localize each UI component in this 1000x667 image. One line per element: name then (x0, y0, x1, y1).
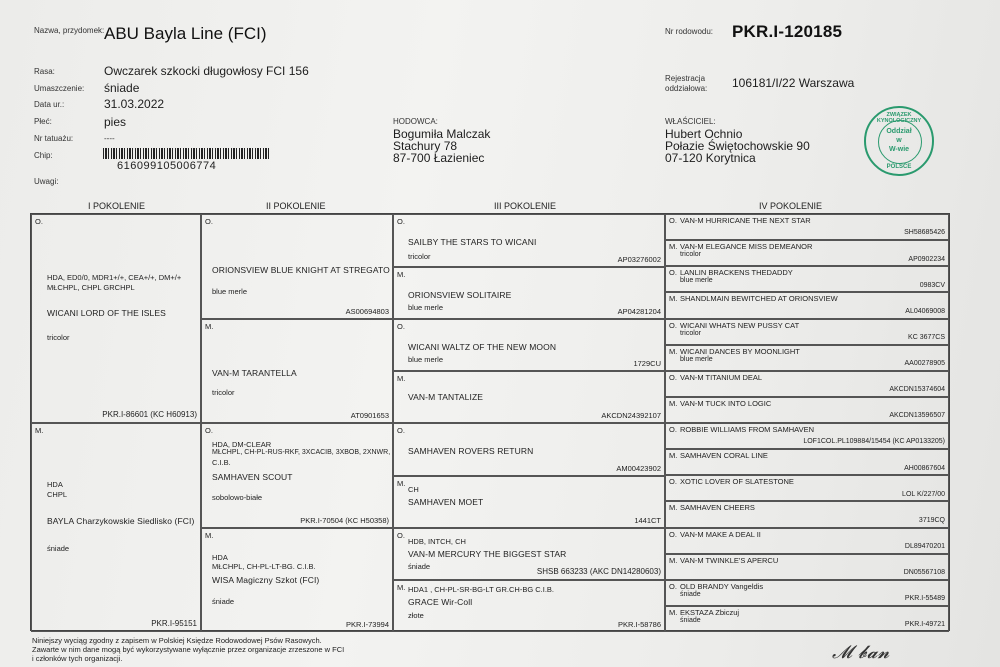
dog-color: blue merle (680, 355, 713, 363)
stamp-bottom-text: POLSCE (886, 164, 912, 170)
dog-name: WICANI WHATS NEW PUSSY CAT (680, 320, 800, 330)
reg-number: PKR.I-95151 (151, 619, 197, 628)
gen4-1 (665, 240, 949, 266)
titles: MŁCHPL, CH-PL-LT-BG. C.I.B. (212, 562, 316, 571)
owner-label: WŁAŚCICIEL: (665, 117, 716, 126)
sex-mark: O. (669, 320, 677, 330)
reg-number: KC 3677CS (908, 333, 945, 341)
gen3-4 (393, 423, 665, 476)
sex-mark: M. (205, 322, 214, 331)
reg-no-value: PKR.I-120185 (732, 22, 843, 41)
sex-mark: M. (669, 398, 678, 408)
reg-number: AL04069008 (905, 307, 945, 315)
sex-mark: M. (669, 451, 678, 461)
branch-reg-label-1: Rejestracja (665, 74, 706, 83)
footer-line-3: i członków tych organizacji. (32, 654, 123, 663)
reg-number: AS00694803 (345, 306, 389, 316)
titles: HDA (47, 480, 63, 489)
reg-number: AP04281204 (617, 306, 661, 316)
gen4-6 (665, 371, 949, 397)
gen-header-4: IV POKOLENIE (759, 201, 823, 211)
sex-mark: O. (669, 425, 677, 434)
color-label: Umaszczenie: (34, 84, 85, 93)
dog-name: ABU Bayla Line (FCI) (104, 24, 267, 43)
dog-name: SAMHAVEN MOET (408, 497, 484, 507)
sex-mark: O. (397, 217, 405, 226)
reg-number: SH58685426 (904, 229, 945, 237)
dog-color: śniade (408, 562, 431, 571)
reg-number: SHSB 663233 (AKC DN14280603) (536, 567, 661, 576)
dog-name: SAMHAVEN ROVERS RETURN (408, 446, 534, 456)
footer-line-1: Niniejszy wyciąg zgodny z zapisem w Polskiej Księdze Rodowodowej Psów Rasowych. (32, 636, 322, 645)
kennel-club-stamp (864, 106, 934, 176)
chip-barcode (103, 148, 271, 159)
dog-name: OLD BRANDY Vangeldis (680, 581, 764, 591)
gen4-3 (665, 292, 949, 318)
titles: HDA, DM-CLEAR (212, 440, 272, 449)
reg-number: AT0901653 (350, 410, 389, 420)
gen4-13 (665, 554, 949, 580)
reg-number: 3719CQ (918, 516, 945, 524)
sex-mark: M. (669, 555, 678, 565)
tattoo-value: ---- (104, 134, 115, 143)
reg-number: PKR.I-55489 (904, 595, 945, 603)
dog-color: tricolor (408, 252, 431, 261)
sex-mark: O. (205, 217, 213, 226)
sex-mark: O. (205, 426, 213, 435)
pedigree-table (30, 213, 950, 631)
dog-color: sobolowo-białe (212, 493, 263, 502)
titles: HDA (212, 553, 228, 562)
dog-name: BAYLA Charzykowskie Siedlisko (FCI) (47, 516, 195, 526)
gen2-0 (201, 214, 393, 319)
chip-value: 616099105006774 (117, 160, 217, 172)
dog-name: VAN-M TUCK INTO LOGIC (680, 398, 772, 408)
gen4-9 (665, 449, 949, 475)
gen1-dam (31, 423, 201, 632)
remarks-label: Uwagi: (34, 177, 59, 186)
gen4-5 (665, 345, 949, 371)
dog-color: śniade (680, 616, 701, 624)
dog-color: blue merle (408, 303, 444, 312)
dog-name: VAN-M TANTALIZE (408, 392, 484, 402)
dog-color: tricolor (212, 388, 235, 397)
dog-color: śniade (212, 597, 235, 606)
reg-number: AP0902234 (908, 255, 945, 263)
dog-name: WICANI DANCES BY MOONLIGHT (680, 346, 800, 356)
dog-name: GRACE Wir-Coll (408, 597, 473, 607)
reg-number: 0983CV (919, 281, 945, 289)
gen3-3 (393, 371, 665, 423)
gen3-0 (393, 214, 665, 267)
breed-label: Rasa: (34, 67, 55, 76)
tattoo-label: Nr tatuażu: (34, 134, 74, 143)
name-label: Nazwa, przydomek: (34, 26, 105, 35)
dob-value: 31.03.2022 (104, 97, 165, 111)
dog-name: ORIONSVIEW SOLITAIRE (408, 290, 512, 300)
gen-header-3: III POKOLENIE (494, 201, 557, 211)
breeder-label: HODOWCA: (393, 117, 438, 126)
dog-name: VAN-M MERCURY THE BIGGEST STAR (408, 549, 567, 559)
gen3-5 (393, 476, 665, 528)
sex-value: pies (104, 115, 127, 129)
sex-mark: M. (669, 607, 678, 617)
dog-color: tricolor (680, 329, 702, 337)
reg-no-label: Nr rodowodu: (665, 27, 714, 36)
gen2-2 (201, 423, 393, 528)
dog-color: blue merle (212, 287, 248, 296)
titles: C.I.B. (212, 458, 231, 467)
dog-name: VAN-M MAKE A DEAL II (680, 529, 761, 539)
stamp-mid2: w (896, 137, 902, 144)
gen4-8 (665, 423, 949, 449)
gen3-2 (393, 319, 665, 371)
gen4-11 (665, 501, 949, 527)
gen4-4 (665, 319, 949, 345)
breed-value: Owczarek szkocki długowłosy FCI 156 (104, 64, 309, 78)
owner-city: 07-120 Korytnica (665, 151, 756, 165)
titles: CHPL (47, 490, 68, 499)
titles: HDA1 , CH-PL-SR-BG-LT GR.CH-BG C.I.B. (408, 585, 554, 594)
gen3-6 (393, 528, 665, 580)
gen4-10 (665, 475, 949, 501)
sex-mark: O. (669, 268, 677, 278)
dog-color: złote (408, 611, 424, 620)
reg-number: AH00867604 (904, 464, 945, 472)
titles: MŁCHPL, CHPL GRCHPL (47, 283, 135, 292)
sex-mark: O. (669, 581, 677, 591)
breeder-name: Bogumiła Malczak (393, 127, 491, 141)
dog-name: SHANDLMAIN BEWITCHED AT ORIONSVIEW (680, 294, 838, 304)
reg-number: AA00278905 (904, 360, 945, 367)
gen1-sire (31, 214, 201, 423)
sex-mark: O. (669, 216, 677, 225)
reg-number: LOL K/227/00 (902, 490, 945, 498)
gen2-1 (201, 319, 393, 423)
color-value: śniade (104, 81, 140, 95)
sex-mark: M. (397, 374, 406, 383)
reg-number: PKR.I-86601 (KC H60913) (102, 410, 197, 419)
reg-number: AKCDN13596507 (889, 412, 945, 420)
reg-number: LOF1COL.PL109884/15454 (KC AP0133205) (803, 438, 945, 446)
dog-color: blue merle (408, 355, 444, 364)
reg-number: AKCDN24392107 (601, 410, 661, 420)
chip-label: Chip: (34, 151, 53, 160)
footer-line-2: Zawarte w nim dane mogą być wykorzystywane wyłącznie przez organizacje zrzeszone w FCI (32, 645, 345, 654)
dog-name: VAN-M TWINKLE'S APERCU (680, 555, 779, 565)
dog-name: XOTIC LOVER OF SLATESTONE (680, 477, 794, 487)
titles: CH (408, 485, 419, 494)
dog-name: ORIONSVIEW BLUE KNIGHT AT STREGATO (212, 265, 390, 275)
gen-header-1: I POKOLENIE (88, 201, 146, 211)
sex-mark: M. (397, 270, 406, 279)
sex-mark: M. (669, 242, 678, 252)
sex-mark: O. (35, 217, 43, 226)
sex-label: Płeć: (34, 117, 52, 126)
gen3-7 (393, 580, 665, 632)
branch-reg-value: 106181/I/22 Warszawa (732, 76, 855, 90)
dog-name: VAN-M TARANTELLA (212, 368, 297, 378)
stamp-mid1: Oddział (886, 128, 912, 135)
breeder-city: 87-700 Łazieniec (393, 151, 485, 165)
dog-name: WICANI WALTZ OF THE NEW MOON (408, 342, 557, 352)
sex-mark: M. (669, 503, 678, 513)
reg-number: DL89470201 (904, 542, 945, 550)
stamp-top-text: ZWIĄZEK KYNOLOGICZNY (876, 112, 922, 124)
reg-number: 1441CT (634, 515, 661, 525)
sex-mark: O. (397, 426, 405, 435)
dog-color: śniade (47, 544, 70, 553)
gen4-15 (665, 606, 949, 632)
dog-name: LANLIN BRACKENS THEDADDY (680, 268, 793, 278)
reg-number: PKR.I-49721 (904, 621, 945, 629)
reg-number: PKR.I-73994 (346, 619, 389, 629)
dog-name: VAN-M ELEGANCE MISS DEMEANOR (680, 242, 813, 252)
stamp-mid3: W-wie (888, 146, 910, 153)
reg-number: PKR.I-70504 (KC H50358) (300, 515, 389, 525)
dob-label: Data ur.: (34, 100, 65, 109)
gen4-12 (665, 528, 949, 554)
gen3-1 (393, 267, 665, 319)
footer-note (32, 636, 344, 663)
sex-mark: M. (35, 426, 44, 435)
gen4-7 (665, 397, 949, 423)
titles: HDB, INTCH, CH (408, 537, 466, 546)
sex-mark: O. (397, 322, 405, 331)
dog-name: SAMHAVEN CORAL LINE (680, 451, 768, 461)
sex-mark: M. (397, 479, 406, 488)
dog-name: VAN-M HURRICANE THE NEXT STAR (680, 216, 811, 225)
reg-number: AKCDN15374604 (889, 386, 945, 394)
gen4-0 (665, 214, 949, 240)
dog-name: ROBBIE WILLIAMS FROM SAMHAVEN (680, 425, 815, 434)
gen4-14 (665, 580, 949, 606)
sex-mark: M. (205, 531, 214, 540)
dog-name: WICANI LORD OF THE ISLES (47, 308, 166, 318)
dog-name: WISA Magiczny Szkot (FCI) (212, 575, 320, 585)
dog-color: tricolor (47, 333, 70, 342)
reg-number: AP03276002 (617, 254, 661, 264)
gen-header-2: II POKOLENIE (266, 201, 326, 211)
reg-number: PKR.I-58786 (618, 619, 661, 629)
dog-name: SAMHAVEN SCOUT (212, 472, 293, 482)
sex-mark: O. (669, 372, 677, 382)
signature: 𝓜 𝓫𝓪𝓷 (832, 642, 890, 663)
branch-reg-label-2: oddziałowa: (665, 84, 708, 93)
sex-mark: O. (669, 529, 677, 539)
dog-color: tricolor (680, 251, 702, 259)
titles: HDA, ED0/0, MDR1+/+, CEA+/+, DM+/+ (47, 273, 182, 282)
owner-name: Hubert Ochnio (665, 127, 743, 141)
breeder-street: Stachury 78 (393, 139, 458, 153)
dog-name: VAN-M TITANIUM DEAL (680, 372, 763, 382)
dog-name: EKSTAZA Zbiczuj (680, 607, 740, 617)
reg-number: DN05567108 (903, 569, 945, 576)
titles: MŁCHPL, CH-PL-RUS-RKF, 3XCACIB, 3XBOB, 2XNWR, (212, 449, 391, 456)
gen2-3 (201, 528, 393, 632)
dog-color: śniade (680, 590, 701, 598)
sex-mark: O. (397, 531, 405, 540)
sex-mark: M. (669, 294, 678, 304)
sex-mark: M. (397, 583, 406, 592)
reg-number: 1729CU (633, 358, 661, 368)
dog-color: blue merle (680, 277, 713, 285)
sex-mark: O. (669, 477, 677, 487)
sex-mark: M. (669, 346, 678, 356)
reg-number: AM00423902 (616, 463, 661, 473)
owner-street: Połazie Świętochowskie 90 (665, 139, 810, 153)
gen4-2 (665, 266, 949, 292)
dog-name: SAMHAVEN CHEERS (680, 503, 755, 513)
dog-name: SAILBY THE STARS TO WICANI (408, 237, 537, 247)
